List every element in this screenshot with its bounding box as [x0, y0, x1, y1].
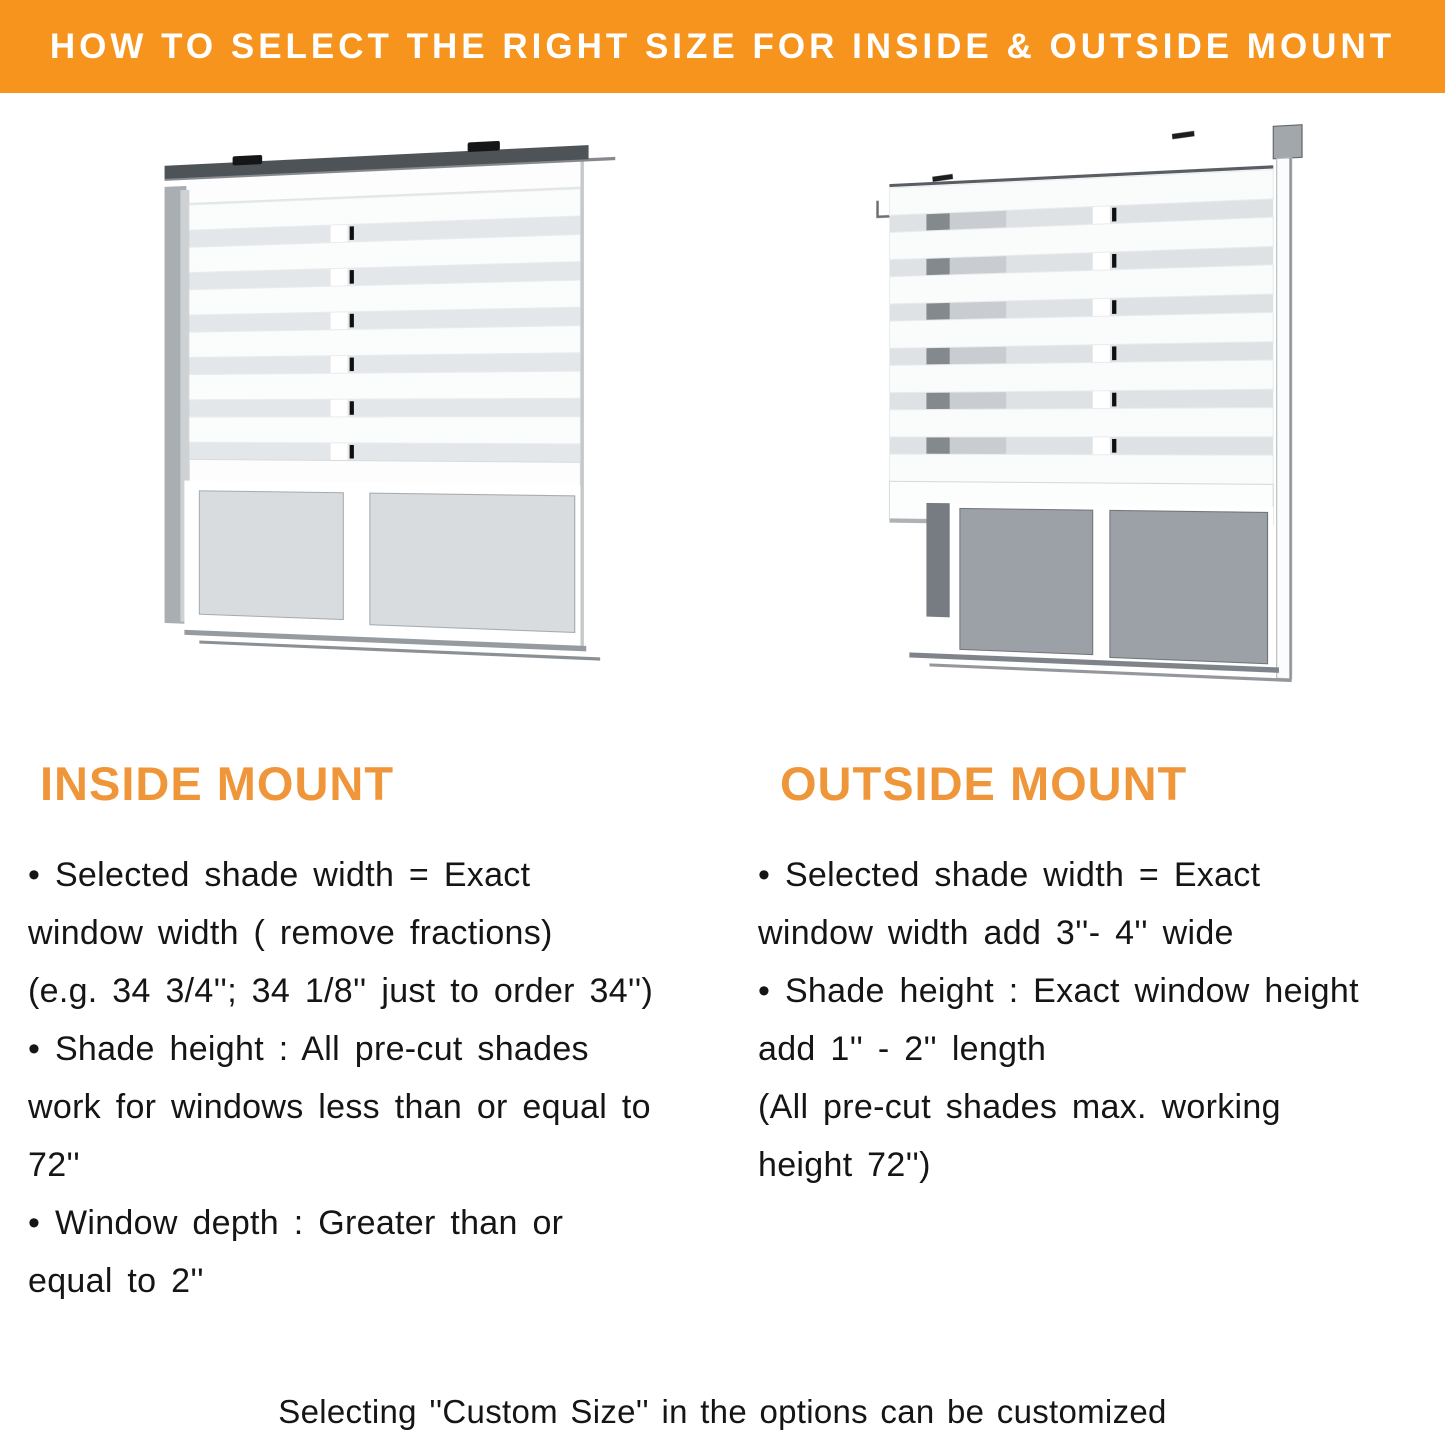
zebra-shade [889, 170, 1273, 529]
bullet-line: window width add 3''- 4'' wide [758, 914, 1234, 952]
bullet-line: height 72'') [758, 1146, 931, 1184]
outside-mount-illustration [850, 142, 1325, 737]
bullet-line: work for windows less than or equal to [28, 1088, 651, 1126]
window-frame-right-edge [580, 162, 583, 646]
outside-mount-text [758, 846, 1438, 1194]
right-side-channel [1277, 158, 1292, 679]
window-glass-right [1110, 510, 1268, 663]
banner [0, 0, 1445, 93]
bullet-line: add 1'' - 2'' length [758, 1030, 1047, 1068]
window-glass-right [370, 493, 575, 632]
bullet-line: • Shade height : Exact window height [758, 972, 1359, 1010]
window-frame-left-jamb [926, 503, 949, 617]
custom-size-note: Selecting ''Custom Size'' in the options can be customized [278, 1393, 1167, 1430]
bullet-line: (All pre-cut shades max. working [758, 1088, 1281, 1126]
outside-mount-heading: OUTSIDE MOUNT [780, 757, 1188, 810]
bullet-line: (e.g. 34 3/4''; 34 1/8'' just to order 34'') [28, 972, 654, 1010]
inside-mount-window-drawing [140, 125, 621, 715]
window-glass-left [199, 491, 343, 620]
lower-window [909, 503, 1291, 682]
banner-title: HOW TO SELECT THE RIGHT SIZE FOR INSIDE & OUTSIDE MOUNT [49, 26, 1396, 66]
mount-bracket-cap [1273, 125, 1302, 159]
bullet-line: • Selected shade width = Exact [758, 856, 1261, 894]
inside-mount-heading: INSIDE MOUNT [40, 757, 395, 810]
outside-mount-window-drawing [850, 113, 1360, 767]
bullet-line: 72'' [28, 1146, 81, 1184]
inside-mount-text [28, 846, 743, 1310]
window-glass-left [960, 508, 1093, 654]
bullet-line: • Selected shade width = Exact [28, 856, 531, 894]
bullet-line: • Window depth : Greater than or [28, 1204, 564, 1242]
bullet-line: • Shade height : All pre-cut shades [28, 1030, 589, 1068]
lower-window [184, 481, 600, 661]
bullet-line: window width ( remove fractions) [28, 914, 553, 952]
bullet-line: equal to 2'' [28, 1262, 204, 1300]
inside-mount-illustration [140, 150, 590, 690]
zebra-shade [189, 189, 580, 496]
